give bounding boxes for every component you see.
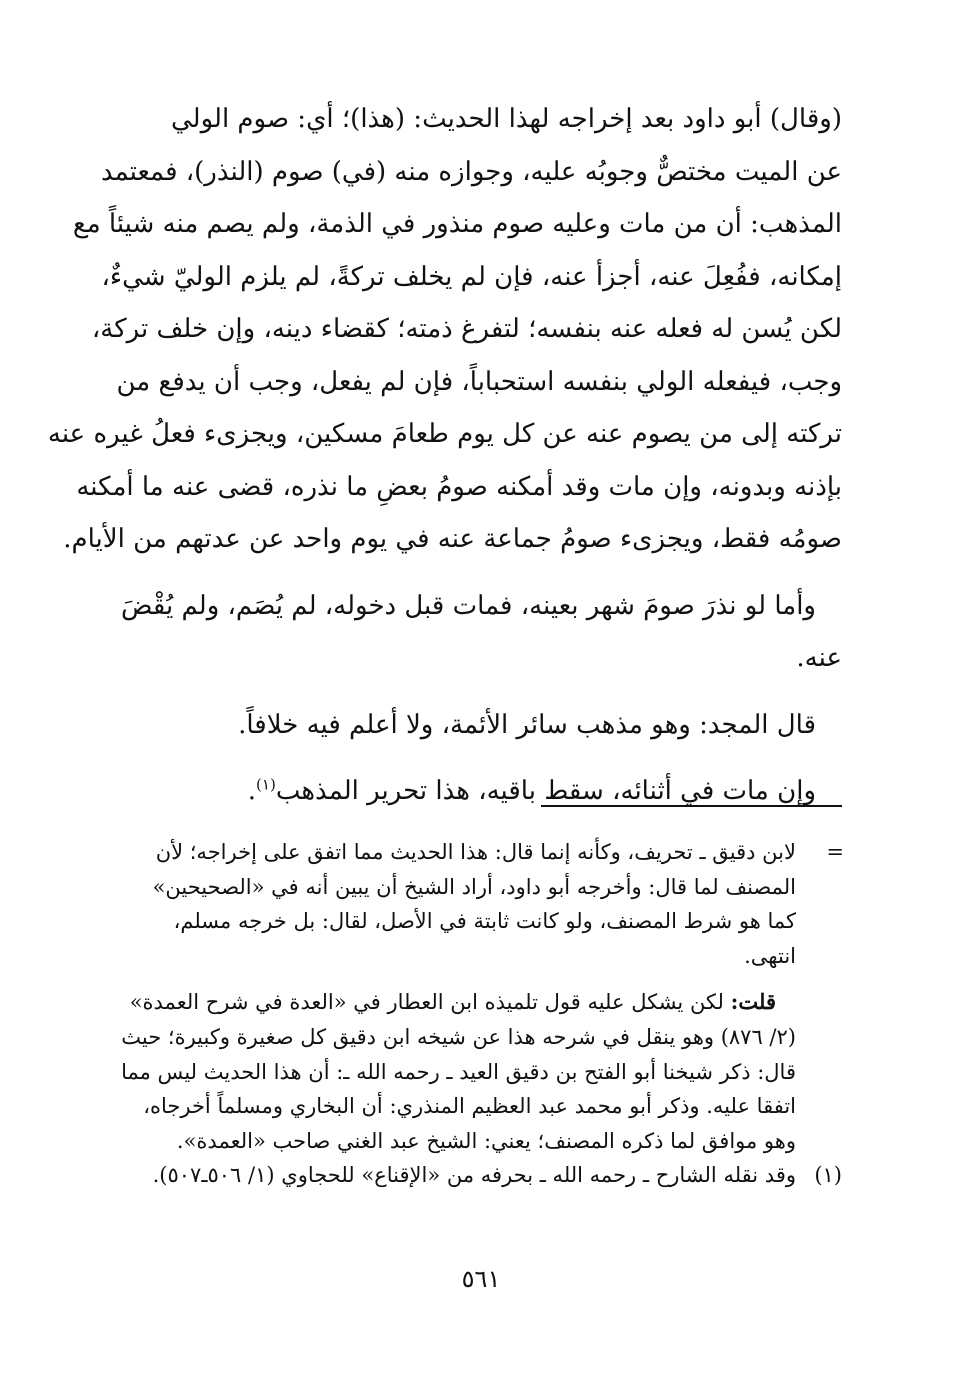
- note-line: وقد نقله الشارح ـ رحمه الله ـ بحرفه من «الإقناع» للحجاوي (١/ ٥٠٦ـ٥٠٧).: [152, 1163, 796, 1188]
- note-line: وهو موافق لما ذكره المصنف؛ يعني: الشيخ عبد الغني صاحب «العمدة».: [176, 1128, 796, 1153]
- text-line: عنه.: [796, 643, 842, 673]
- paragraph-3: [122, 699, 842, 752]
- note-line: قال: ذكر شيخنا أبو الفتح بن دقيق العيد ـ رحمه الله ـ: أن هذا الحديث ليس مما: [121, 1059, 796, 1084]
- note-line: كما هو شرط المصنف، ولو كانت ثابتة في الأصل، لقال: بل خرجه مسلم،: [173, 909, 796, 934]
- text-line: صومُه فقط، ويجزىء صومُ جماعة عنه في يوم واحد عن عدتهم من الأيام.: [63, 524, 842, 554]
- footnote-qult: [122, 985, 842, 1158]
- text-line: (وقال) أبو داود بعد إخراجه لهذا الحديث: (هذا)؛ أي: صوم الولي: [171, 104, 842, 134]
- paragraph-4: [122, 765, 842, 818]
- note-line: انتهى.: [744, 943, 796, 968]
- text-line: بإذنه وبدونه، وإن مات وقد أمكنه صومُ بعضِ ما نذره، قضى عنه ما أمكنه: [76, 471, 842, 502]
- footnote-continuation: [122, 835, 842, 973]
- text-line: وأما لو نذرَ صومَ شهر بعينه، فمات قبل دخوله، لم يُصَم، ولم يُقْضَ: [120, 590, 816, 621]
- footnote-1: [122, 1158, 842, 1193]
- note-line: (٢/ ٨٧٦) وهو ينقل في شرحه هذا عن شيخه ابن دقيق كل صغيرة وكبيرة؛ حيث: [121, 1024, 796, 1049]
- footnotes: [122, 835, 842, 1193]
- note-line: المصنف لما قال: وأخرجه أبو داود، أراد الشيخ أن يبين أنه في «الصحيحين»: [152, 874, 796, 899]
- note-text: لكن يشكل عليه قول تلميذه ابن العطار في «العدة في شرح العمدة»: [129, 990, 724, 1015]
- footnote-number: (١): [814, 1163, 842, 1188]
- paragraph-1: [47, 93, 842, 566]
- text-line: المذهب: أن من مات وعليه صوم منذور في الذمة، ولم يصم منه شيئاً مع: [72, 209, 842, 239]
- text-line: قال المجد: وهو مذهب سائر الأئمة، ولا أعلم فيه خلافاً.: [238, 709, 816, 740]
- text-line: [122, 765, 816, 818]
- text-line: وجب، فيفعله الولي بنفسه استحباباً، فإن لم يفعل، وجب أن يدفع من: [116, 366, 842, 397]
- page-number: ٥٦١: [461, 1265, 501, 1293]
- footnote-reference[interactable]: (١): [256, 775, 276, 794]
- text-line: تركته إلى من يصوم عنه عن كل يوم طعامَ مسكين، ويجزىء فعلُ غيره عنه: [47, 419, 842, 449]
- text-line: لكن يُسن له فعله عنه بنفسه؛ لتفرغ ذمته؛ كقضاء دينه، وإن خلف تركة،: [91, 314, 842, 344]
- continuation-mark: =: [826, 840, 844, 864]
- note-line: اتفقا عليه. وذكر أبو محمد عبد العظيم المنذري: أن البخاري ومسلماً أخرجاه،: [143, 1094, 796, 1119]
- text-line: إمكانه، ففُعِلَ عنه، أجزأ عنه، فإن لم يخلف تركةً، لم يلزم الوليّ شيءٌ،: [101, 261, 842, 292]
- main-text: [47, 93, 842, 818]
- note-line: [122, 985, 796, 1020]
- note-line: لابن دقيق ـ تحريف، وكأنه إنما قال: هذا الحديث مما اتفق على إخراجه؛ لأن: [155, 840, 796, 864]
- qult-label: قلت:: [730, 989, 776, 1015]
- text-line: عن الميت مختصٌّ وجوبُه عليه، وجوازه منه (في) صوم (النذر)، فمعتمد: [100, 156, 842, 187]
- footnote-separator: [541, 805, 842, 807]
- text-span: وإن مات في أثنائه، سقط باقيه، هذا تحرير المذهب: [275, 776, 816, 806]
- paragraph-2: [122, 580, 842, 685]
- sentence-end: .: [247, 776, 257, 806]
